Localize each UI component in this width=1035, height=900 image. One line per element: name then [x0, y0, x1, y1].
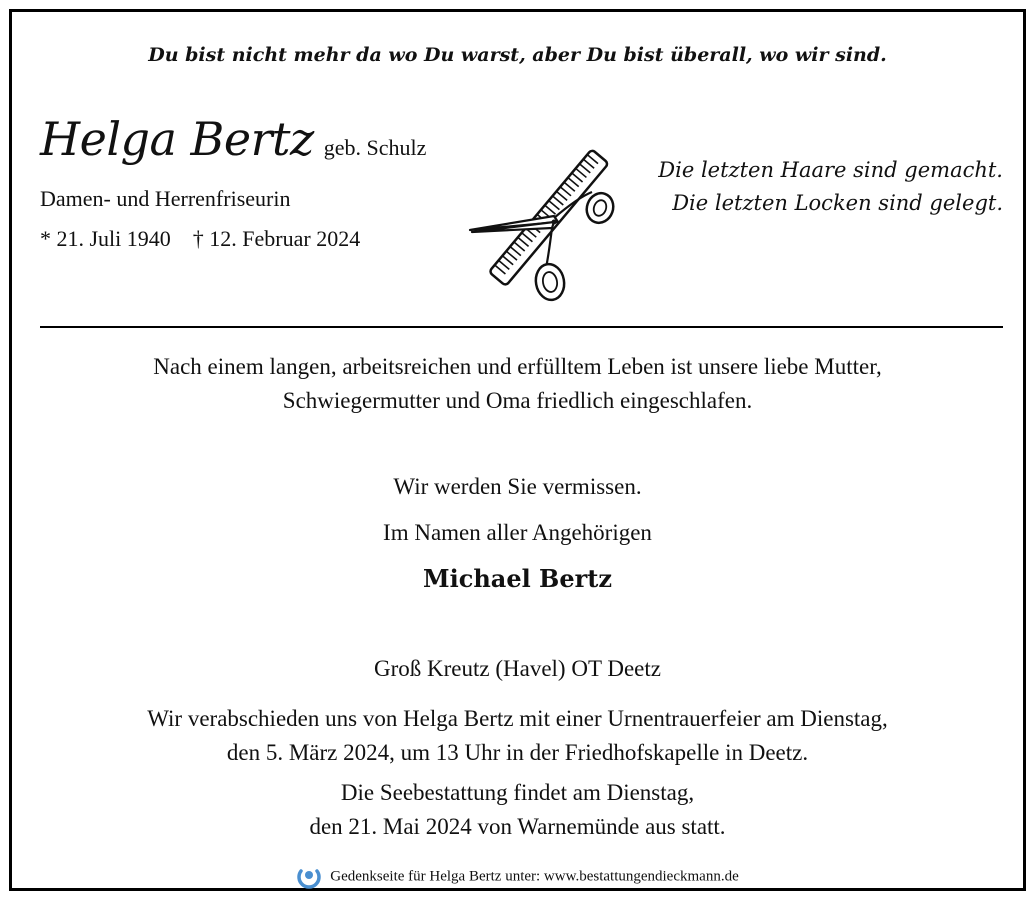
motto: Du bist nicht mehr da wo Du warst, aber Du bist überall, wo wir sind.	[148, 44, 887, 66]
sea-burial-line: Die Seebestattung findet am Dienstag,	[340, 780, 695, 805]
we-will-miss-her: Wir werden Sie vermissen.	[393, 474, 642, 499]
sea-burial-line: den 21. Mai 2024 von Warnemünde aus statt.	[309, 814, 726, 839]
verse-line: Die letzten Haare sind gemacht.	[658, 158, 1003, 182]
profession: Damen- und Herrenfriseurin	[40, 186, 291, 211]
footer	[12, 864, 1023, 890]
comb-and-scissors-icon	[458, 132, 618, 307]
name-line	[40, 112, 426, 166]
death-symbol: †	[192, 226, 204, 251]
divider	[40, 326, 1003, 328]
announcement-line: Schwiegermutter und Oma friedlich eingeschlafen.	[282, 388, 753, 413]
birth-date: 21. Juli 1940	[56, 226, 171, 251]
sea-burial-details	[12, 776, 1023, 844]
deceased-name: Helga Bertz	[40, 112, 314, 166]
announcement-line: Nach einem langen, arbeitsreichen und erfülltem Leben ist unsere liebe Mutter,	[153, 354, 882, 379]
verse	[658, 154, 1003, 220]
life-dates	[40, 226, 360, 252]
farewell-line: Wir verabschieden uns von Helga Bertz mit einer Urnentrauerfeier am Dienstag,	[147, 706, 888, 731]
birth-symbol: *	[40, 226, 51, 251]
funeral-home-logo-icon	[296, 864, 322, 890]
signer-name: Michael Bertz	[423, 564, 612, 593]
verse-line: Die letzten Locken sind gelegt.	[672, 191, 1003, 215]
location: Groß Kreutz (Havel) OT Deetz	[374, 656, 661, 681]
memorial-page-link[interactable]: Gedenkseite für Helga Bertz unter: www.bestattungendieckmann.de	[330, 868, 739, 885]
maiden-name: geb. Schulz	[323, 135, 427, 160]
on-behalf-line: Im Namen aller Angehörigen	[383, 520, 652, 545]
farewell-details	[12, 702, 1023, 770]
death-date: 12. Februar 2024	[209, 226, 361, 251]
obituary-notice	[9, 9, 1026, 891]
announcement	[12, 350, 1023, 418]
farewell-line: den 5. März 2024, um 13 Uhr in der Friedhofskapelle in Deetz.	[226, 740, 809, 765]
